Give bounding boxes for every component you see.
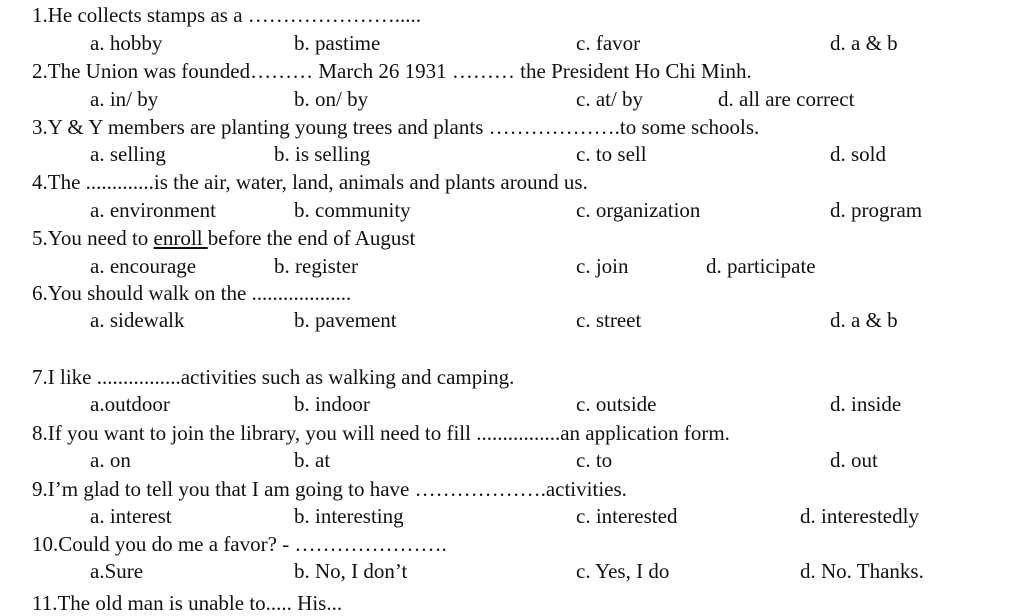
q8-option-c: c. to [576,448,613,472]
q10-option-c: c. Yes, I do [576,559,670,583]
q5-option-a: a. encourage [90,254,197,278]
q7-option-b: b. indoor [294,392,370,416]
question-1-stem: 1.He collects stamps as a …………………..... [32,3,422,27]
q2-option-c: c. at/ by [576,87,644,111]
cut-off-question-11 [32,580,412,615]
q3-option-b: b. is selling [274,142,371,166]
q10-option-d: d. No. Thanks. [800,559,924,583]
q5-stem-after: before the end of August [207,226,416,250]
q6-option-a: a. sidewalk [90,308,185,332]
q8-option-a: a. on [90,448,131,472]
q5-option-b: b. register [274,254,358,278]
q8-option-d: d. out [830,448,878,472]
q4-option-b: b. community [294,198,411,222]
q1-option-d: d. a & b [830,31,898,55]
q9-option-c: c. interested [576,504,678,528]
question-7-stem: 7.I like ................activities such as walking and camping. [32,365,515,389]
q3-option-a: a. selling [90,142,166,166]
q4-option-c: c. organization [576,198,701,222]
q6-option-c: c. street [576,308,642,332]
q1-option-b: b. pastime [294,31,381,55]
q6-option-d: d. a & b [830,308,898,332]
q2-option-d: d. all are correct [718,87,855,111]
q5-stem-before: 5.You need to [32,226,154,250]
q2-option-b: b. on/ by [294,87,369,111]
q3-option-d: d. sold [830,142,887,166]
q5-underlined-word: enroll [153,226,208,250]
q1-option-c: c. favor [576,31,641,55]
q9-option-a: a. interest [90,504,172,528]
question-5-stem [32,225,415,251]
q1-option-a: a. hobby [90,31,163,55]
q7-option-c: c. outside [576,392,657,416]
q5-option-d: d. participate [706,254,816,278]
question-3-stem: 3.Y & Y members are planting young trees and plants ……………….to some schools. [32,115,760,139]
q9-option-b: b. interesting [294,504,404,528]
cut-off-question-11-text: 11.The old man is unable to..... His... [32,591,343,615]
q10-option-b: b. No, I don’t [294,559,408,583]
q4-option-d: d. program [830,198,923,222]
question-10-stem: 10.Could you do me a favor? - …………………. [32,532,447,556]
q3-option-c: c. to sell [576,142,647,166]
q9-option-d: d. interestedly [800,504,919,528]
q5-option-c: c. join [576,254,629,278]
question-8-stem: 8.If you want to join the library, you will need to fill ................an application form. [32,421,730,445]
q2-option-a: a. in/ by [90,87,159,111]
q6-option-b: b. pavement [294,308,397,332]
question-4-stem: 4.The .............is the air, water, land, animals and plants around us. [32,170,588,194]
q10-option-a: a.Sure [90,559,144,583]
q7-option-d: d. inside [830,392,902,416]
q7-option-a: a.outdoor [90,392,170,416]
question-2-stem: 2.The Union was founded……… March 26 1931 ……… the President Ho Chi Minh. [32,59,752,83]
question-6-stem: 6.You should walk on the ................... [32,281,352,305]
question-9-stem: 9.I’m glad to tell you that I am going to have ……………….activities. [32,477,627,501]
q8-option-b: b. at [294,448,331,472]
q4-option-a: a. environment [90,198,216,222]
